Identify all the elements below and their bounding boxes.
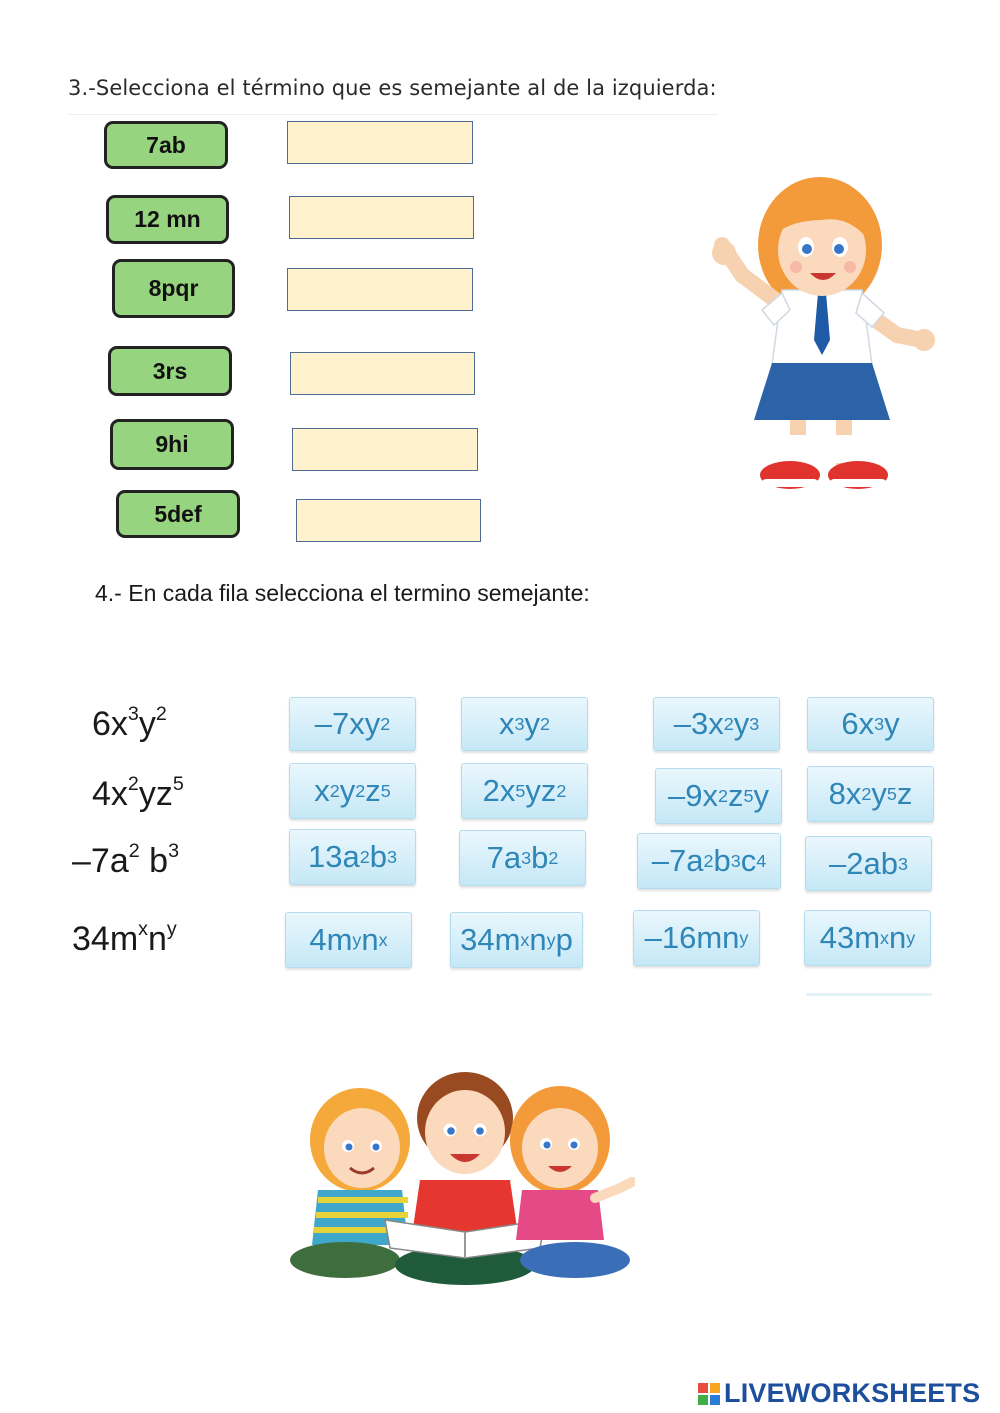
answer-dropzone[interactable] bbox=[289, 196, 474, 239]
option-tile[interactable]: 43m x n y bbox=[804, 910, 931, 966]
answer-dropzone[interactable] bbox=[287, 121, 473, 164]
option-tile[interactable]: 8x 2 y 5 z bbox=[807, 766, 934, 822]
option-tile[interactable]: –2ab 3 bbox=[805, 836, 932, 891]
option-tile[interactable]: –9x 2 z 5 y bbox=[655, 768, 782, 824]
option-tile[interactable]: x 3 y 2 bbox=[461, 697, 588, 751]
divider bbox=[68, 114, 718, 115]
brand-name: LIVEWORKSHEETS bbox=[724, 1378, 981, 1408]
row-term-label: $6x^3y^2$ bbox=[92, 703, 167, 743]
decorative-bar bbox=[806, 993, 932, 996]
option-tile[interactable]: 7a 3 b 2 bbox=[459, 830, 586, 886]
option-tile[interactable]: –16mn y bbox=[633, 910, 760, 966]
option-tile[interactable]: –7xy 2 bbox=[289, 697, 416, 751]
option-tile[interactable]: 6x 3 y bbox=[807, 697, 934, 751]
row-term-label: $4x^2yz^5$ bbox=[92, 773, 184, 813]
option-tile[interactable]: 4m y n x bbox=[285, 912, 412, 968]
row-term-label: $34m^xn^y$ bbox=[72, 918, 177, 958]
term-card: 7ab bbox=[104, 121, 228, 169]
option-tile[interactable]: –3x 2 y 3 bbox=[653, 697, 780, 751]
answer-dropzone[interactable] bbox=[290, 352, 475, 395]
girl-illustration bbox=[712, 165, 937, 500]
term-card: 9hi bbox=[110, 419, 234, 470]
answer-dropzone[interactable] bbox=[296, 499, 481, 542]
term-card: 5def bbox=[116, 490, 240, 538]
option-tile[interactable]: –7a 2 b 3 c 4 bbox=[637, 833, 781, 889]
answer-dropzone[interactable] bbox=[287, 268, 473, 311]
term-card: 12 mn bbox=[106, 195, 229, 244]
option-tile[interactable]: x 2 y 2 z 5 bbox=[289, 763, 416, 819]
question-4-title: 4.- En cada fila selecciona el termino semejante: bbox=[95, 580, 590, 606]
question-3-title: 3.-Selecciona el término que es semejante al de la izquierda: bbox=[68, 76, 717, 100]
option-tile[interactable]: 34m x n y p bbox=[450, 912, 583, 968]
option-tile[interactable]: 13a 2 b 3 bbox=[289, 829, 416, 885]
brand-grid-icon bbox=[698, 1383, 720, 1405]
term-card: 8pqr bbox=[112, 259, 235, 318]
row-term-label: $-7a^2$ $b^3$ bbox=[72, 840, 180, 880]
brand-logo bbox=[698, 1378, 980, 1409]
answer-dropzone[interactable] bbox=[292, 428, 478, 471]
kids-reading-illustration bbox=[290, 1070, 635, 1290]
term-card: 3rs bbox=[108, 346, 232, 396]
option-tile[interactable]: 2x 5 yz 2 bbox=[461, 763, 588, 819]
